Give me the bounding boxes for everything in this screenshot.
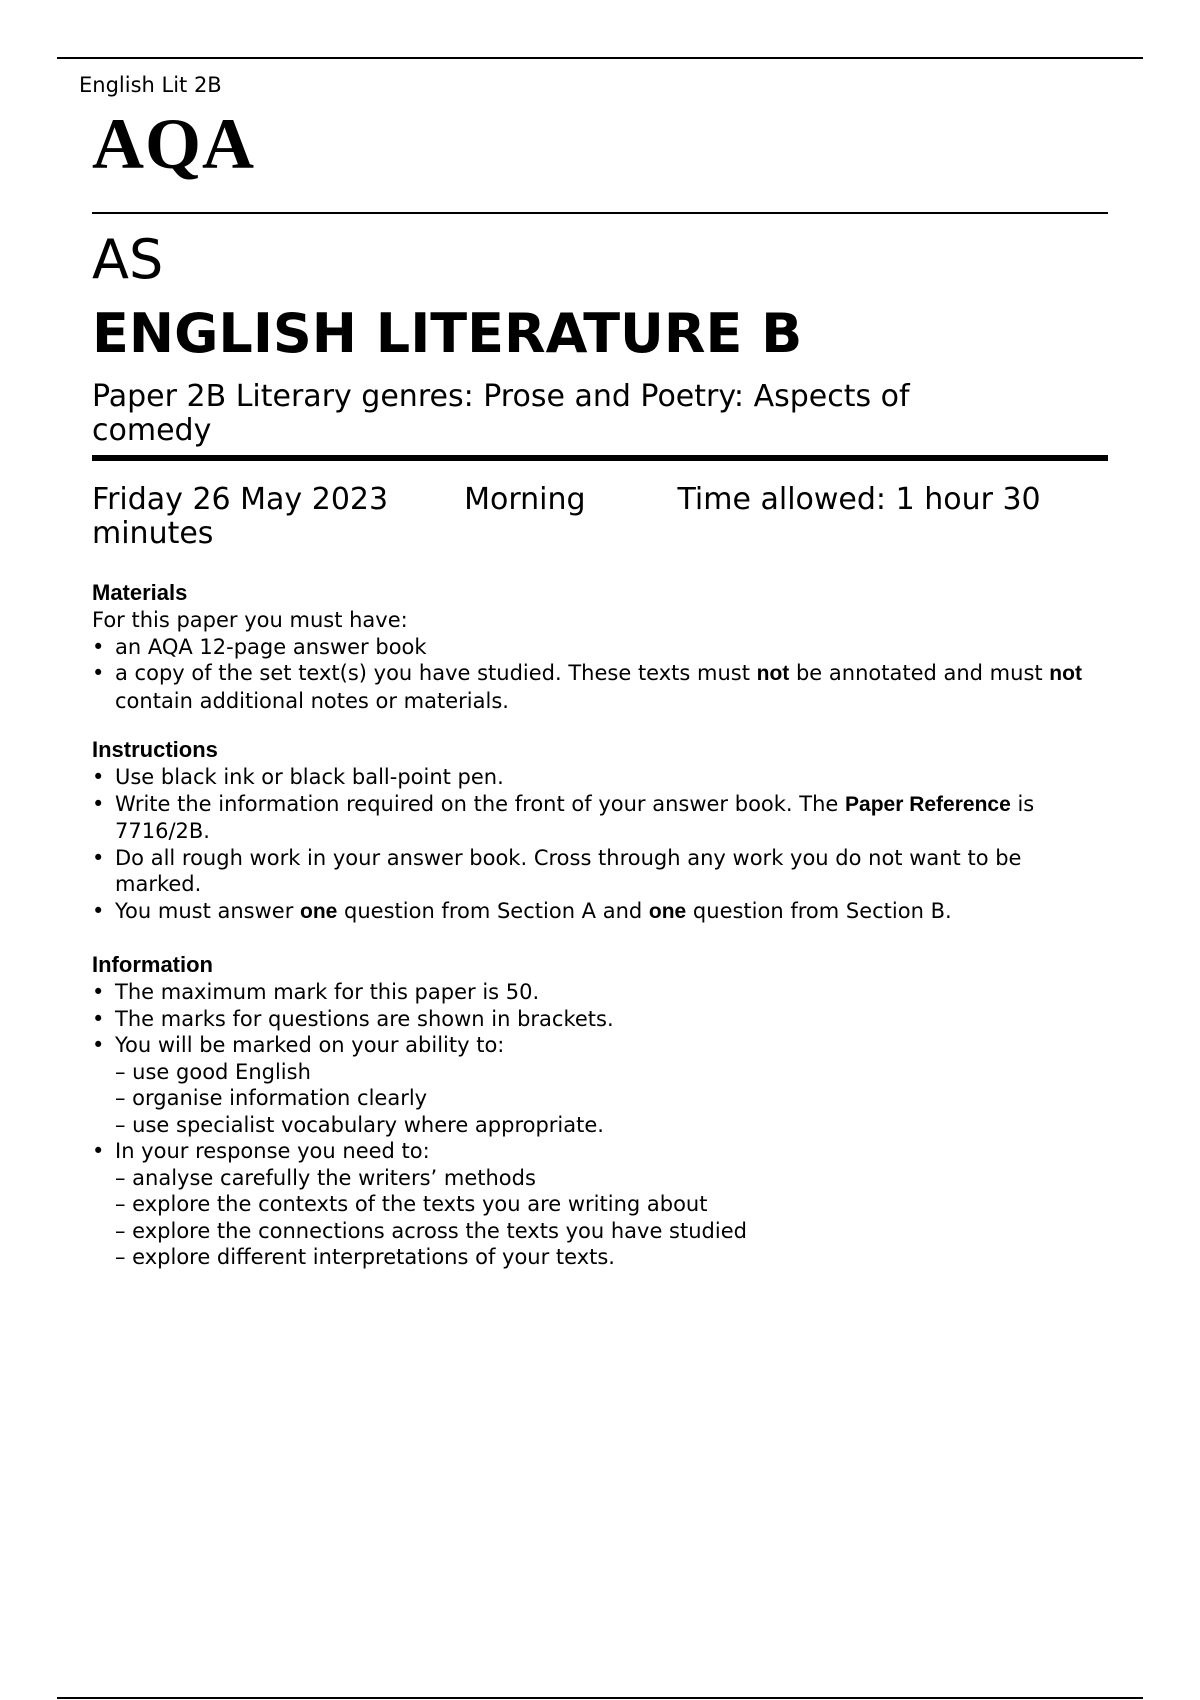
exam-date: Friday 26 May 2023 (92, 482, 389, 517)
instructions-list (92, 764, 1108, 925)
instructions-section (92, 736, 1108, 925)
information-heading: Information (92, 952, 213, 977)
session-line (92, 483, 1108, 551)
information-section (92, 951, 1108, 1271)
list-item: • You will be marked on your ability to: – use good English – organise information clearly – use specialist vocabulary where appropriate. (92, 1032, 1108, 1138)
sub-list-item: – explore the connections across the texts you have studied (115, 1218, 747, 1243)
sub-list-item: – use good English (115, 1059, 311, 1084)
list-item: • You must answer one question from Section A and one question from Section B. (92, 898, 1108, 926)
paper-title: Paper 2B Literary genres: Prose and Poetry: Aspects of comedy (92, 379, 910, 448)
list-item: • an AQA 12-page answer book (92, 634, 1108, 661)
list-item: • Use black ink or black ball-point pen. (92, 764, 1108, 791)
information-list (92, 979, 1108, 1271)
instructions-heading: Instructions (92, 737, 218, 762)
aqa-logo: AQA (92, 104, 255, 184)
list-item: • Write the information required on the front of your answer book. The Paper Reference is 7716/2B. (92, 791, 1108, 845)
time-allowed: Time allowed: 1 hour 30 minutes (92, 482, 1041, 551)
list-item: • The marks for questions are shown in brackets. (92, 1006, 1108, 1033)
divider-thick (92, 455, 1108, 461)
sub-list-item: – analyse carefully the writers’ methods (115, 1165, 536, 1190)
materials-list (92, 634, 1108, 715)
ability-sublist (115, 1059, 1108, 1139)
top-rule (57, 57, 1143, 59)
list-item: • The maximum mark for this paper is 50. (92, 979, 1108, 1006)
sub-list-item: – use specialist vocabulary where appropriate. (115, 1112, 604, 1137)
qualification-level: AS (92, 228, 164, 291)
sub-list-item: – explore the contexts of the texts you are writing about (115, 1192, 708, 1216)
list-item: • Do all rough work in your answer book. Cross through any work you do not want to be marked. (92, 845, 1108, 898)
materials-heading: Materials (92, 580, 188, 605)
sub-list-item: – explore different interpretations of your texts. (115, 1245, 615, 1269)
exam-session: Morning (464, 482, 586, 517)
list-item: • a copy of the set text(s) you have studied. These texts must not be annotated and must not contain additional notes or materials. (92, 660, 1108, 714)
materials-intro: For this paper you must have: (92, 608, 408, 632)
running-head: English Lit 2B (79, 73, 222, 97)
response-sublist (115, 1165, 1108, 1271)
subject-title: ENGLISH LITERATURE B (92, 302, 803, 365)
divider-thin (92, 212, 1108, 214)
sub-list-item: – organise information clearly (115, 1086, 428, 1110)
materials-section (92, 579, 1108, 714)
bottom-rule (57, 1697, 1143, 1699)
list-item: • In your response you need to: – analyse carefully the writers’ methods – explore the contexts of the texts you are writing about – explore the connections across the texts you have studied – explore different interpretations of your texts. (92, 1138, 1108, 1271)
